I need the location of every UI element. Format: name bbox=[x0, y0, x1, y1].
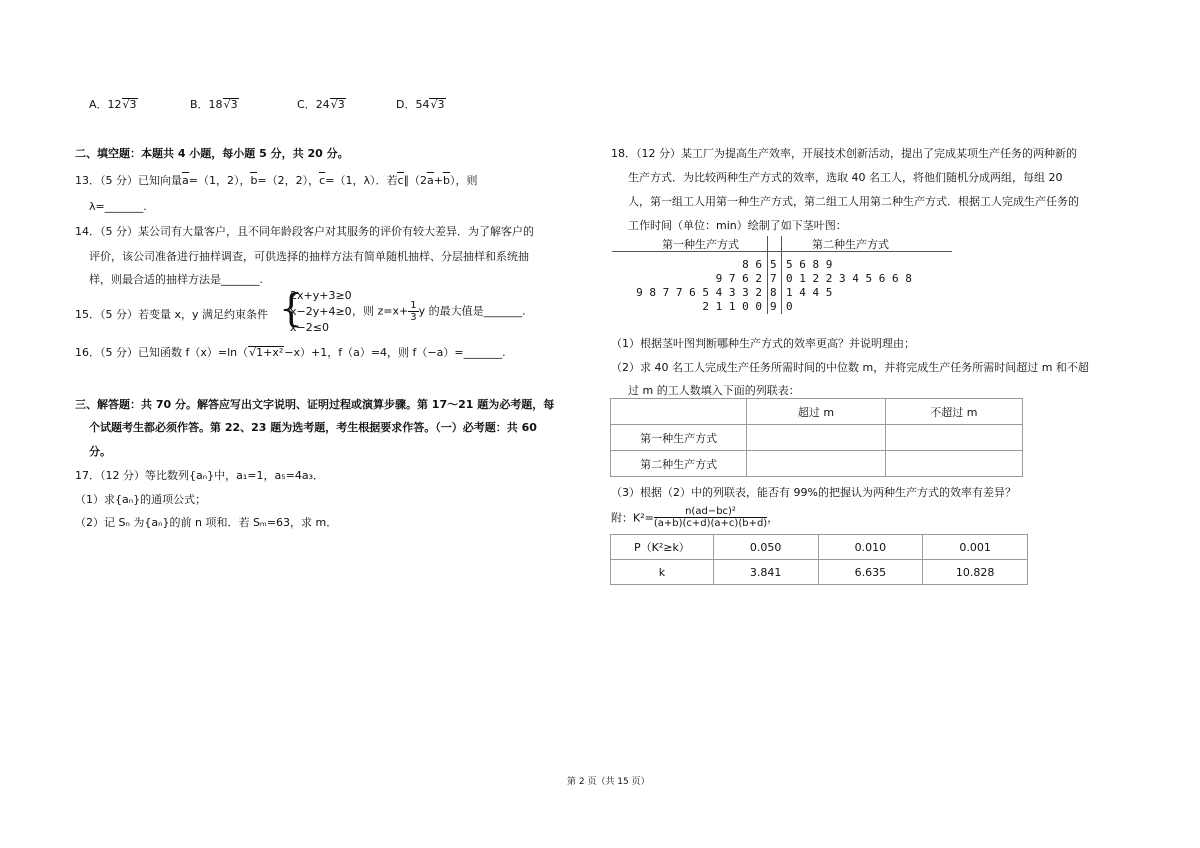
section3-line2: 个试题考生都必须作答。第 22、23 题为选考题，考生根据要求作答。（一）必考题：共 60 bbox=[89, 421, 537, 434]
table-cell bbox=[747, 425, 885, 451]
q13-text: =（2，2）， bbox=[257, 174, 320, 187]
option-d bbox=[396, 96, 446, 112]
sqrt-symbol: √3 bbox=[223, 98, 238, 111]
stem-row-3: 8 bbox=[770, 286, 777, 299]
q13-answer-line: λ=_______. bbox=[89, 200, 147, 213]
q13-text: ∥（2 bbox=[403, 174, 428, 187]
option-c bbox=[297, 96, 346, 112]
stemleaf-divider-right bbox=[781, 236, 782, 314]
formula-numerator: n(ad−bc)² bbox=[654, 506, 767, 518]
option-radicand: 3 bbox=[230, 98, 238, 111]
vector-c: c bbox=[319, 174, 326, 187]
q18-line1: 18．（12 分）某工厂为提高生产效率，开展技术创新活动，提出了完成某项生产任务的两种新的 bbox=[611, 147, 1077, 160]
q17-line3: （2）记 Sₙ 为{aₙ}的前 n 项和．若 Sₘ=63，求 m． bbox=[75, 516, 338, 529]
stemleaf-header-rule bbox=[612, 251, 952, 252]
option-letter: A． bbox=[89, 98, 108, 111]
leaf-right-row-4: 0 bbox=[786, 300, 793, 313]
table-cell: 6.635 bbox=[818, 560, 923, 585]
q13-text: =（1，2）， bbox=[188, 174, 251, 187]
table-row bbox=[611, 535, 1028, 560]
table-cell bbox=[747, 451, 885, 477]
q16-radicand: 1+x² bbox=[256, 346, 284, 359]
vector-b: b bbox=[250, 174, 258, 187]
leaf-right-row-2: 0 1 2 2 3 4 5 6 6 8 bbox=[786, 272, 912, 285]
constraint-system bbox=[290, 288, 352, 336]
table-cell: 0.050 bbox=[713, 535, 818, 560]
constraint-3: x−2≤0 bbox=[290, 321, 329, 334]
table-header-cell: 超过 m bbox=[747, 399, 885, 425]
k2-formula bbox=[611, 506, 778, 529]
q18-part3: （3）根据（2）中的列联表，能否有 99%的把握认为两种生产方式的效率有差异？ bbox=[611, 486, 1016, 499]
stemleaf-right-header: 第二种生产方式 bbox=[812, 238, 889, 251]
formula-denominator: (a+b)(c+d)(a+c)(b+d) bbox=[653, 518, 768, 529]
section3-line3: 分。 bbox=[89, 445, 111, 458]
option-letter: C． bbox=[297, 98, 316, 111]
q15-text: y 的最大值是_______. bbox=[418, 304, 526, 318]
q13-text: + bbox=[433, 174, 443, 187]
q18-line4: 工作时间（单位：min）绘制了如下茎叶图： bbox=[628, 219, 847, 232]
q18-part2-line2: 过 m 的工人数填入下面的列联表： bbox=[628, 384, 800, 397]
option-coef: 18 bbox=[208, 98, 223, 111]
sqrt-symbol: √3 bbox=[330, 98, 345, 111]
section3-line1: 三、解答题：共 70 分。解答应写出文字说明、证明过程或演算步骤。第 17～21 题为必考题，每 bbox=[75, 398, 555, 411]
stem-row-1: 5 bbox=[770, 258, 777, 271]
vector-c: c bbox=[397, 174, 404, 187]
q15-prefix: 15．（5 分）若变量 x，y 满足约束条件 bbox=[75, 308, 269, 321]
table-cell: P（K²≥k） bbox=[611, 535, 714, 560]
leaf-right-row-1: 5 6 8 9 bbox=[786, 258, 833, 271]
q16-text: −x）+1，f（a）=4，则 f（−a）=_______. bbox=[284, 346, 506, 359]
leaf-left-row-2: 9 7 6 2 bbox=[715, 272, 762, 285]
stem-leaf-plot bbox=[612, 236, 952, 316]
option-letter: D． bbox=[396, 98, 416, 111]
q14-line3: 样，则最合适的抽样方法是_______. bbox=[89, 273, 263, 286]
critical-value-table bbox=[610, 534, 1028, 585]
q18-line2: 生产方式．为比较两种生产方式的效率，选取 40 名工人，将他们随机分成两组，每组 20 bbox=[628, 171, 1063, 184]
q13-text: =（1，λ）．若 bbox=[325, 174, 398, 187]
q13-text: ），则 bbox=[449, 174, 478, 187]
table-cell bbox=[885, 451, 1022, 477]
option-radicand: 3 bbox=[437, 98, 445, 111]
stemleaf-left-header: 第一种生产方式 bbox=[662, 238, 739, 251]
table-header-cell: 不超过 m bbox=[885, 399, 1022, 425]
q15-rest bbox=[352, 300, 526, 323]
sqrt-symbol: √3 bbox=[122, 98, 137, 111]
option-b bbox=[190, 96, 239, 112]
table-cell: 0.001 bbox=[923, 535, 1028, 560]
table-cell bbox=[611, 399, 747, 425]
table-cell: k bbox=[611, 560, 714, 585]
formula-suffix: ， bbox=[767, 511, 779, 525]
vector-a: a bbox=[427, 174, 434, 187]
table-row bbox=[611, 451, 1023, 477]
fraction-one-third bbox=[408, 300, 418, 323]
q14-line2: 评价，该公司准备进行抽样调查，可供选择的抽样方法有简单随机抽样、分层抽样和系统抽 bbox=[89, 250, 529, 263]
sqrt-symbol: √3 bbox=[430, 98, 445, 111]
question-13 bbox=[75, 172, 477, 188]
q17-line2: （1）求{aₙ}的通项公式； bbox=[75, 493, 207, 506]
table-row-label: 第二种生产方式 bbox=[611, 451, 747, 477]
fraction-denominator: 3 bbox=[410, 312, 417, 323]
formula-fraction bbox=[654, 506, 767, 529]
contingency-table bbox=[610, 398, 1023, 477]
table-cell: 0.010 bbox=[818, 535, 923, 560]
table-cell bbox=[885, 425, 1022, 451]
option-radicand: 3 bbox=[337, 98, 345, 111]
constraint-2: x−2y+4≥0 bbox=[290, 305, 352, 318]
table-row bbox=[611, 425, 1023, 451]
q13-text: 13．（5 分）已知向量 bbox=[75, 174, 182, 187]
leaf-left-row-1: 8 6 bbox=[742, 258, 762, 271]
stemleaf-divider-left bbox=[767, 236, 768, 314]
q18-line3: 人，第一组工人用第一种生产方式，第二组工人用第二种生产方式．根据工人完成生产任务的 bbox=[628, 195, 1079, 208]
table-row-label: 第一种生产方式 bbox=[611, 425, 747, 451]
q14-line1: 14．（5 分）某公司有大量客户，且不同年龄段客户对其服务的评价有较大差异．为了解客户的 bbox=[75, 225, 534, 238]
page-footer: 第 2 页（共 15 页） bbox=[567, 777, 650, 787]
formula-prefix: 附：K²= bbox=[611, 511, 654, 525]
table-cell: 3.841 bbox=[713, 560, 818, 585]
table-row bbox=[611, 399, 1023, 425]
q17-line1: 17．（12 分）等比数列{aₙ}中，a₁=1，a₅=4a₃． bbox=[75, 469, 324, 482]
question-16 bbox=[75, 344, 506, 360]
q18-part1: （1）根据茎叶图判断哪种生产方式的效率更高？并说明理由； bbox=[611, 337, 915, 350]
constraint-1: 2x+y+3≥0 bbox=[290, 289, 352, 302]
sqrt-symbol: √1+x² bbox=[249, 346, 284, 359]
stem-row-4: 9 bbox=[770, 300, 777, 313]
leaf-right-row-3: 1 4 4 5 bbox=[786, 286, 833, 299]
option-coef: 24 bbox=[315, 98, 330, 111]
stem-row-2: 7 bbox=[770, 272, 777, 285]
q15-text: ，则 z=x+ bbox=[352, 304, 409, 318]
leaf-left-row-4: 2 1 1 0 0 bbox=[702, 300, 762, 313]
vector-a: a bbox=[182, 174, 189, 187]
section2-title: 二、填空题：本题共 4 小题，每小题 5 分，共 20 分。 bbox=[75, 147, 349, 160]
fraction-numerator: 1 bbox=[410, 300, 417, 311]
table-row bbox=[611, 560, 1028, 585]
option-coef: 54 bbox=[415, 98, 430, 111]
option-a bbox=[89, 96, 138, 112]
brace: { bbox=[279, 286, 304, 330]
option-radicand: 3 bbox=[129, 98, 137, 111]
q16-text: 16．（5 分）已知函数 f（x）=ln（ bbox=[75, 346, 249, 359]
option-coef: 12 bbox=[107, 98, 122, 111]
leaf-left-row-3: 9 8 7 7 6 5 4 3 3 2 bbox=[636, 286, 762, 299]
q18-part2-line1: （2）求 40 名工人完成生产任务所需时间的中位数 m，并将完成生产任务所需时间超过 m 和不超 bbox=[611, 361, 1089, 374]
option-letter: B． bbox=[190, 98, 209, 111]
table-cell: 10.828 bbox=[923, 560, 1028, 585]
vector-b: b bbox=[443, 174, 450, 187]
